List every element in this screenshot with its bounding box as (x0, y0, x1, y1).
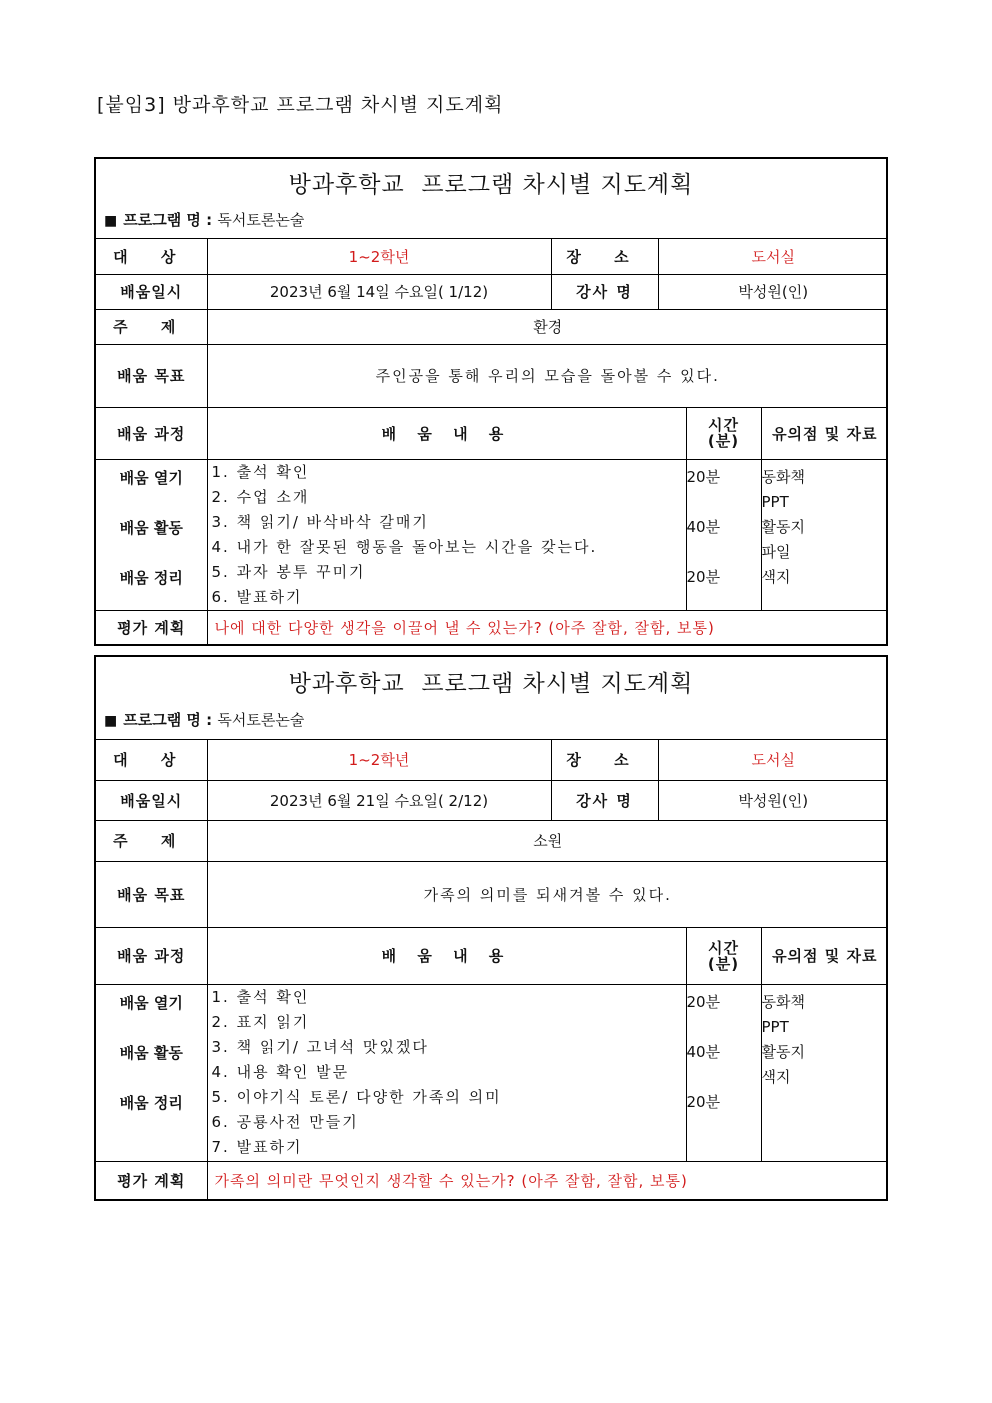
material-item: 색지 (761, 567, 791, 586)
step-item: 2. 수업 소개 (211, 487, 310, 506)
time-list (686, 459, 761, 610)
process-header: 배움 과정 (96, 927, 207, 984)
target-label: 대 상 (96, 740, 207, 780)
step-item: 4. 내가 한 잘못된 행동을 돌아보는 시간을 갖는다. (211, 537, 598, 556)
time-activity: 40분 (686, 517, 721, 536)
time-open: 20분 (686, 992, 721, 1011)
date-label: 배움일시 (96, 780, 207, 820)
goal-label: 배움 목표 (96, 861, 207, 927)
step-item: 1. 출석 확인 (211, 987, 310, 1006)
plan-title: 방과후학교 프로그램 차시별 지도계획 (288, 172, 694, 198)
plan-table (96, 740, 888, 1199)
time-close: 20분 (686, 567, 721, 586)
lesson-plan-1 (94, 157, 888, 646)
content-steps (207, 459, 686, 610)
lesson-plan-2 (94, 655, 888, 1201)
material-item: 활동지 (761, 1042, 805, 1061)
plan-title: 방과후학교 프로그램 차시별 지도계획 (288, 671, 694, 697)
plan-header (96, 657, 886, 740)
square-bullet-icon: ■ (104, 213, 118, 229)
date-label: 배움일시 (96, 274, 207, 309)
material-item: 동화책 (761, 467, 805, 486)
step-item: 3. 책 읽기/ 고녀석 맛있겠다 (211, 1037, 429, 1056)
material-item: PPT (761, 1017, 789, 1036)
step-item: 6. 공룡사전 만들기 (211, 1112, 359, 1131)
step-item: 3. 책 읽기/ 바삭바삭 갈매기 (211, 512, 429, 531)
step-item: 5. 과자 봉투 꾸미기 (211, 562, 366, 581)
notes-header: 유의점 및 자료 (761, 407, 888, 459)
subject-label: 주 제 (96, 309, 207, 344)
program-name (104, 209, 304, 230)
place-label: 장 소 (551, 740, 658, 780)
target-value: 1~2학년 (207, 239, 551, 274)
target-label: 대 상 (96, 239, 207, 274)
date-value: 2023년 6월 21일 수요일( 2/12) (207, 780, 551, 820)
stage-open: 배움 열기 (119, 468, 183, 487)
subject-value: 환경 (207, 309, 888, 344)
stage-close: 배움 정리 (119, 1093, 183, 1112)
eval-value: 가족의 의미란 무엇인지 생각할 수 있는가? (아주 잘함, 잘함, 보통) (207, 1161, 888, 1199)
material-item: PPT (761, 492, 789, 511)
step-item: 6. 발표하기 (211, 587, 303, 606)
subject-label: 주 제 (96, 820, 207, 861)
teacher-label: 강사 명 (551, 274, 658, 309)
goal-value: 가족의 의미를 되새겨볼 수 있다. (207, 861, 888, 927)
step-item: 5. 이야기식 토론/ 다양한 가족의 의미 (211, 1087, 502, 1106)
eval-label: 평가 계획 (96, 1161, 207, 1199)
time-list (686, 984, 761, 1161)
square-bullet-icon: ■ (104, 713, 118, 729)
program-label: 프로그램 명 : (123, 211, 213, 229)
time-activity: 40분 (686, 1042, 721, 1061)
time-close: 20분 (686, 1092, 721, 1111)
materials-list (761, 459, 888, 610)
program-name (104, 709, 304, 730)
material-item: 파일 (761, 542, 791, 561)
teacher-value: 박성원(인) (658, 274, 888, 309)
target-value: 1~2학년 (207, 740, 551, 780)
content-steps (207, 984, 686, 1161)
date-value: 2023년 6월 14일 수요일( 1/12) (207, 274, 551, 309)
material-item: 색지 (761, 1067, 791, 1086)
goal-value: 주인공을 통해 우리의 모습을 돌아볼 수 있다. (207, 344, 888, 407)
time-open: 20분 (686, 467, 721, 486)
plan-header (96, 159, 886, 239)
content-header: 배 움 내 용 (207, 927, 686, 984)
step-item: 7. 발표하기 (211, 1137, 303, 1156)
content-header: 배 움 내 용 (207, 407, 686, 459)
document-heading: [붙임3] 방과후학교 프로그램 차시별 지도계획 (97, 94, 504, 116)
plan-table (96, 239, 888, 644)
stage-close: 배움 정리 (119, 568, 183, 587)
place-label: 장 소 (551, 239, 658, 274)
place-value: 도서실 (658, 740, 888, 780)
place-value: 도서실 (658, 239, 888, 274)
stage-activity: 배움 활동 (119, 1043, 183, 1062)
teacher-value: 박성원(인) (658, 780, 888, 820)
stage-list (96, 459, 207, 610)
eval-label: 평가 계획 (96, 610, 207, 644)
subject-value: 소원 (207, 820, 888, 861)
step-item: 4. 내용 확인 발문 (211, 1062, 350, 1081)
process-header: 배움 과정 (96, 407, 207, 459)
time-header: 시간 (분) (686, 407, 761, 459)
teacher-label: 강사 명 (551, 780, 658, 820)
materials-list (761, 984, 888, 1161)
material-item: 동화책 (761, 992, 805, 1011)
stage-activity: 배움 활동 (119, 518, 183, 537)
time-header: 시간 (분) (686, 927, 761, 984)
step-item: 2. 표지 읽기 (211, 1012, 310, 1031)
program-label: 프로그램 명 : (123, 711, 213, 729)
material-item: 활동지 (761, 517, 805, 536)
notes-header: 유의점 및 자료 (761, 927, 888, 984)
goal-label: 배움 목표 (96, 344, 207, 407)
eval-value: 나에 대한 다양한 생각을 이끌어 낼 수 있는가? (아주 잘함, 잘함, 보통) (207, 610, 888, 644)
program-value: 독서토론논술 (217, 711, 305, 729)
program-value: 독서토론논술 (217, 211, 305, 229)
stage-open: 배움 열기 (119, 993, 183, 1012)
stage-list (96, 984, 207, 1161)
step-item: 1. 출석 확인 (211, 462, 310, 481)
